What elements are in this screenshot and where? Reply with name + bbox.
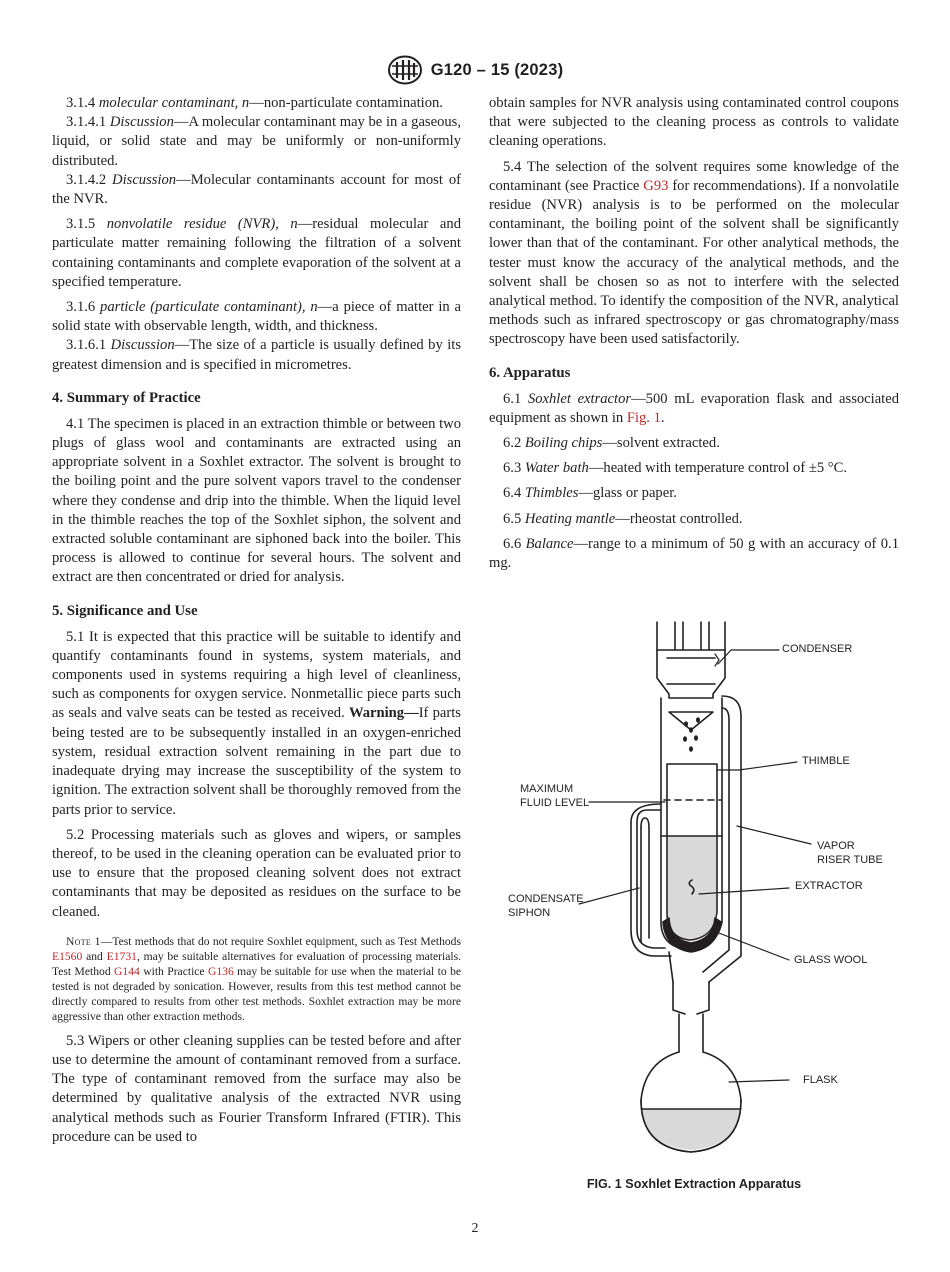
paragraph-6-3: 6.3 Water bath—heated with temperature control of ±5 °C. (503, 460, 848, 477)
figure-caption: FIG. 1 Soxhlet Extraction Apparatus (586, 1177, 802, 1191)
label-thimble: THIMBLE (802, 755, 850, 767)
paragraph-4-1: 4.1 The specimen is placed in an extraction thimble or between two plugs of glass wool and contaminants are extracted using an appropriate solvent in a Soxhlet extractor. The solvent is brought to the boiling point and the pure solvent vapors travel to the condenser where they condense and drip into the thimble. When the liquid level in the thimble reaches the top of the Soxhlet siphon, the solvent and extracted soluble contaminant are siphoned back into the boiler. This process is allowed to continue for several hours. The solvent and extract are then concentrated or dried for analysis. (52, 415, 461, 586)
discussion-3-1-4-2: 3.1.4.2 Discussion—Molecular contaminants account for most of the NVR. (52, 171, 461, 208)
paragraph-6-2: 6.2 Boiling chips—solvent extracted. (503, 435, 720, 452)
label-extractor: EXTRACTOR (795, 880, 863, 892)
flask-neck (673, 982, 709, 1014)
paragraph-5-2: 5.2 Processing materials such as gloves and wipers, or samples thereof, to be used in the cleaning operation can be evaluated prior to use to ensure that the proposed cleaning solvent does not extract contaminants that may be deposited as residues on the surface to be cleaned. (52, 826, 461, 920)
page-number: 2 (471, 1221, 479, 1236)
definition-3-1-6: 3.1.6 particle (particulate contaminant), n—a piece of matter in a solid state with observable length, width, and thickness. (52, 299, 462, 335)
paragraph-6-6: 6.6 Balance—range to a minimum of 50 g with an accuracy of 0.1 mg. (489, 535, 899, 572)
astm-logo-icon (387, 55, 423, 85)
paragraph-5-3: 5.3 Wipers or other cleaning supplies can be tested before and after use to determine the amount of contaminant removed from a surface. The type of contaminant removed from the surface may also be determined by qualitative analysis of the extracted NVR using analytical methods such as Fourier Transform Infrared (FTIR). This procedure can be used to (52, 1032, 461, 1145)
discussion-3-1-6-1: 3.1.6.1 Discussion—The size of a particle is usually defined by its greatest dimension and is specified in micrometres. (52, 337, 461, 373)
condensate-drops (683, 717, 700, 752)
document-designation: G120 – 15 (2023) (430, 60, 564, 79)
ref-e1560-link[interactable]: E1560 (52, 949, 83, 963)
label-maximum-fluid-level: MAXIMUM FLUID LEVEL (520, 783, 590, 809)
figure-1 (489, 612, 899, 1202)
note-1: Note 1—Test methods that do not require Soxhlet equipment, such as Test Methods E1560 and E1731, may be suitable alternatives for evaluation of processing materials. Test Method G144 with Practice G136 may be suitable for use when the material to be tested is not degraded by sonication. However, results from this test method cannot be directly compared to results from other test methods. Soxhlet extraction may be more aggressive than other extraction methods. (52, 934, 462, 1023)
discussion-3-1-4-1: 3.1.4.1 Discussion—A molecular contaminant may be in a gaseous, liquid, or solid state and may be uniformly or non-uniformly distributed. (52, 114, 461, 169)
label-condensate-siphon: CONDENSATE SIPHON (508, 893, 584, 919)
page-header (0, 54, 950, 86)
ref-g136-link[interactable]: G136 (208, 964, 234, 978)
paragraph-5-3-continued: obtain samples for NVR analysis using contaminated control coupons that were subjected to the cleaning process as controls to validate cleaning operations. (489, 95, 899, 150)
ref-e1731-link[interactable]: E1731 (106, 949, 137, 963)
section-4-heading: 4. Summary of Practice (52, 389, 201, 406)
definition-3-1-5: 3.1.5 nonvolatile residue (NVR), n—residual molecular and particulate matter remaining following the filtration of a solvent containing contaminants and complete evaporation of the solvent at a specified temperature. (52, 216, 461, 290)
paragraph-5-4: 5.4 The selection of the solvent requires some knowledge of the contaminant (see Practice G93 for recommendations). If a nonvolatile residue (NVR) analysis is to be performed on the molecular contaminant, the boiling point of the solvent shall be significantly lower than that of the contaminant. For other analytical methods, the tester must know the accuracy of the analytical methods, and the solvent shall be chosen so as not to interfere with the selected analytical method. To identify the composition of the NVR, analytical methods such as infrared spectroscopy or gas chromatography/mass spectroscopy have been used satisfactorily. (489, 158, 899, 348)
label-glass-wool: GLASS WOOL (794, 954, 868, 966)
ref-fig-1-link[interactable]: Fig. 1 (626, 409, 661, 426)
section-5-heading: 5. Significance and Use (52, 602, 198, 619)
left-column (52, 94, 461, 1153)
paragraph-6-1: 6.1 Soxhlet extractor—500 mL evaporation flask and associated equipment as shown in Fig. 1. (489, 390, 900, 426)
flask-liquid (642, 1109, 740, 1150)
definition-3-1-4: 3.1.4 molecular contaminant, n—non-particulate contamination. (66, 95, 443, 111)
label-vapor-riser-tube: VAPOR RISER TUBE (817, 840, 883, 866)
paragraph-6-4: 6.4 Thimbles—glass or paper. (503, 485, 677, 502)
label-condenser: CONDENSER (782, 643, 853, 655)
section-6-heading: 6. Apparatus (489, 364, 571, 381)
paragraph-5-1: 5.1 It is expected that this practice will be suitable to identify and quantify contaminants found in systems, system materials, and components used in systems requiring a high level of cleanliness, such as components for oxygen service. Nonmetallic piece parts such as seals and valve seats can be tested as received. Warning—If parts being tested are to be subsequently installed in an oxygen-enriched system, residual extraction solvent remaining in the part due to inadequate drying may increase the susceptibility of the system to ignition. The extraction solvent shall be thoroughly removed from the parts prior to service. (52, 628, 461, 818)
label-flask: FLASK (803, 1074, 838, 1086)
ref-g93-link[interactable]: G93 (643, 177, 669, 194)
ref-g144-link[interactable]: G144 (114, 964, 140, 978)
condenser-tubes (657, 622, 725, 650)
paragraph-6-5: 6.5 Heating mantle—rheostat controlled. (503, 510, 743, 527)
right-column (489, 94, 899, 579)
